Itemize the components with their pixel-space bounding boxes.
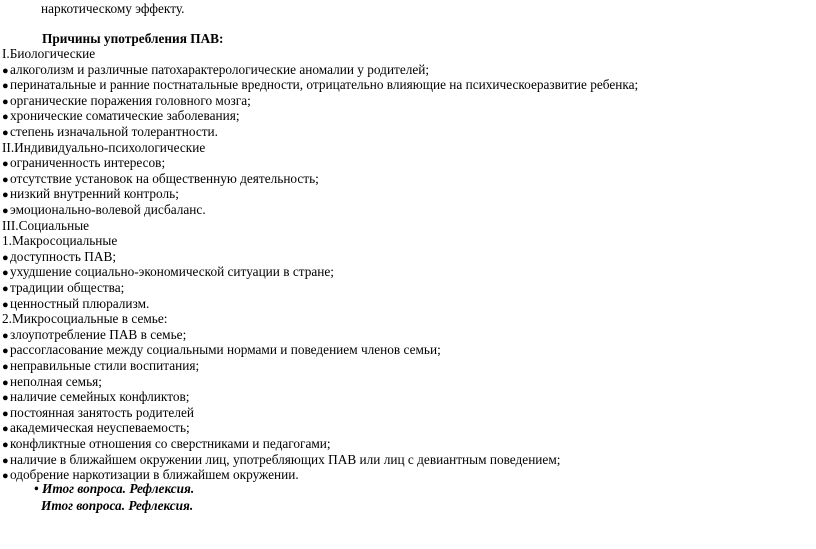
list-subheading xyxy=(2,233,117,248)
list-item-text: отсутствие установок на общественную деятельность; xyxy=(10,170,319,186)
list-item xyxy=(2,62,429,77)
bullet-icon: ● xyxy=(2,298,9,311)
list-item-text: органические поражения головного мозга; xyxy=(10,92,251,108)
list-item xyxy=(2,374,102,389)
bullet-icon: ● xyxy=(2,111,9,124)
summary-line: Итог вопроса. Рефлексия. xyxy=(41,498,194,513)
list-item xyxy=(2,436,331,451)
summary-bullet: • xyxy=(34,481,39,496)
list-item xyxy=(2,77,638,92)
list-item xyxy=(2,108,240,123)
list-item xyxy=(2,280,124,295)
list-item xyxy=(2,389,189,404)
bullet-icon: ● xyxy=(2,127,9,139)
bullet-icon: ● xyxy=(2,189,9,202)
list-item xyxy=(2,296,149,311)
list-item-text: постоянная занятость родителей xyxy=(10,404,194,420)
list-item xyxy=(2,249,116,264)
list-subheading xyxy=(2,46,95,61)
list-item-text: неполная семья; xyxy=(10,373,102,389)
list-item-text: традиции общества; xyxy=(10,280,125,295)
list-item-text: доступность ПАВ; xyxy=(10,248,117,264)
section-heading: Причины употребления ПАВ: xyxy=(42,31,224,46)
list-item-text: ухудшение социально-экономической ситуации в стране; xyxy=(10,264,334,280)
list-item-text: ценностный плюрализм. xyxy=(10,295,150,311)
bullet-icon: ● xyxy=(2,361,9,373)
list-item xyxy=(2,171,319,186)
list-item xyxy=(2,452,560,467)
list-item-text: ограниченность интересов; xyxy=(10,155,166,171)
bullet-icon: ● xyxy=(2,173,9,186)
bullet-icon: ● xyxy=(2,407,9,420)
list-item-text: конфликтные отношения со сверстниками и педагогами; xyxy=(10,436,331,451)
list-item-text: 1.Макросоциальные xyxy=(2,233,118,249)
list-item xyxy=(2,264,334,279)
list-item-text: академическая неуспеваемость; xyxy=(10,420,190,436)
list-item-text: хронические соматические заболевания; xyxy=(10,108,240,124)
list-item-text: рассогласование между социальными нормами и поведением членов семьи; xyxy=(10,342,441,358)
list-item xyxy=(2,93,251,108)
list-subheading xyxy=(2,140,205,155)
bullet-icon: ● xyxy=(2,251,9,264)
list-item-text: перинатальные и ранние постнатальные вредности, отрицательно влияющие на психическоеразвитие ребенка; xyxy=(10,77,639,93)
list-item-text: злоупотребление ПАВ в семье; xyxy=(10,326,187,342)
list-item-text: 2.Микросоциальные в семье: xyxy=(2,311,168,327)
list-item-text: наличие семейных конфликтов; xyxy=(10,389,190,405)
bullet-icon: ● xyxy=(2,454,9,467)
list-item xyxy=(2,342,441,357)
bullet-icon: ● xyxy=(2,376,9,389)
list-item xyxy=(2,186,179,201)
list-item-text: неправильные стили воспитания; xyxy=(10,358,200,373)
bullet-icon: ● xyxy=(2,329,9,342)
bullet-icon: ● xyxy=(2,423,9,436)
list-item xyxy=(2,124,218,139)
list-item xyxy=(2,327,186,342)
list-item xyxy=(2,155,165,170)
bullet-icon: ● xyxy=(2,439,9,451)
bullet-icon: ● xyxy=(2,283,9,295)
top-line-text: наркотическому эффекту. xyxy=(41,1,185,16)
summary-line-bulleted xyxy=(34,481,194,496)
list-subheading xyxy=(2,218,89,233)
bullet-icon: ● xyxy=(2,95,9,108)
summary-text: Итог вопроса. Рефлексия. xyxy=(41,481,195,496)
list-item-text: I.Биологические xyxy=(2,46,96,61)
list-subheading xyxy=(2,311,167,326)
bullet-icon: ● xyxy=(2,80,9,93)
list-item xyxy=(2,420,190,435)
list-item-text: низкий внутренний контроль; xyxy=(10,186,179,202)
list-item-text: алкоголизм и различные патохарактерологические аномалии у родителей; xyxy=(10,61,430,77)
list-item-text: наличие в ближайшем окружении лиц, употребляющих ПАВ или лиц с девиантным поведением; xyxy=(10,451,561,467)
list-item-text: III.Социальные xyxy=(2,217,90,233)
bullet-icon: ● xyxy=(2,345,9,358)
list-item xyxy=(2,202,206,217)
list-item xyxy=(2,467,299,482)
bullet-icon: ● xyxy=(2,158,9,171)
list-item-text: II.Индивидуально-психологические xyxy=(2,139,206,155)
bullet-icon: ● xyxy=(2,64,9,77)
list-item-text: эмоционально-волевой дисбаланс. xyxy=(10,202,206,217)
bullet-icon: ● xyxy=(2,470,9,483)
bullet-icon: ● xyxy=(2,267,9,280)
bullet-icon: ● xyxy=(2,392,9,405)
bullet-icon: ● xyxy=(2,205,9,217)
list-item-text: степень изначальной толерантности. xyxy=(10,124,218,139)
list-item xyxy=(2,358,199,373)
list-item-text: одобрение наркотизации в ближайшем окружении. xyxy=(10,467,299,483)
list-item xyxy=(2,405,194,420)
